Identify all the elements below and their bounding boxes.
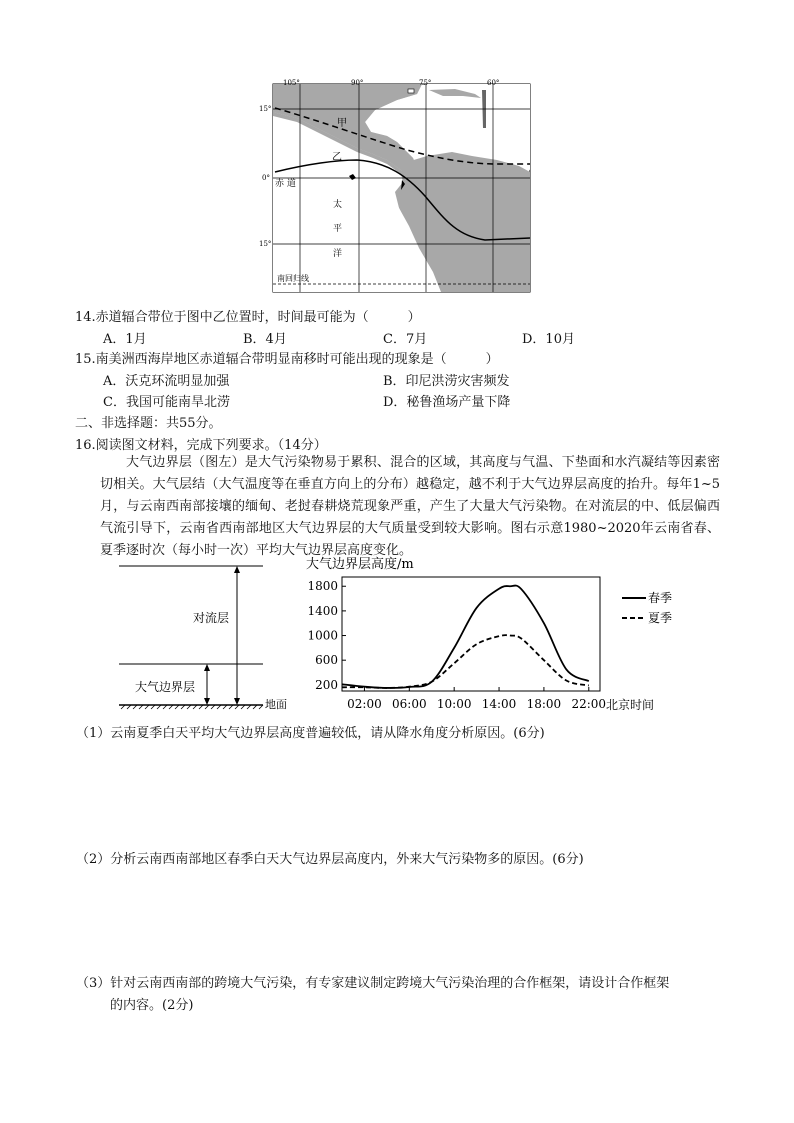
boundary-layer-label: 大气边界层 [135, 680, 196, 694]
q16-sub3-line2: 的内容。(2分) [110, 998, 194, 1013]
series-line-spring [342, 586, 589, 688]
x-tick-label: 02:00 [347, 697, 382, 711]
ocean-label: 太 [333, 200, 343, 210]
boundary-layer-diagram [115, 558, 295, 718]
plot-frame [342, 577, 600, 691]
y-tick-label: 600 [315, 653, 338, 668]
label-jia: 甲 [337, 118, 347, 129]
x-tick-label: 10:00 [436, 697, 472, 711]
x-tick-label: 18:00 [526, 697, 562, 711]
series-line-summer [342, 635, 589, 688]
label-yi: 乙 [332, 152, 342, 163]
y-tick-label: 1800 [307, 579, 338, 594]
equator-label: 赤 道 [275, 179, 296, 189]
y-tick-label: 200 [315, 677, 338, 692]
lon-label: 60° [487, 79, 500, 87]
q14-option-a[interactable]: A．1月 [103, 332, 147, 347]
q14-option-c[interactable]: C．7月 [383, 332, 428, 347]
lon-label: 105° [283, 79, 300, 87]
q16-material: 大气边界层（图左）是大气污染物易于累积、混合的区域，其高度与气温、下垫面和水汽凝结等因素密切相关。大气层结（大气温度等在垂直方向上的分布）越稳定，越不利于大气边界层高度的抬升。每年1~5月，与云南西南部接壤的缅甸、老挝春耕烧荒现象严重，产生了大量大气污染物。在对流层的中、低层偏西气流引导下，云南省西南部地区大气边界层的大气质量受到较大影响。图右示意1980~2020年云南省春、夏季逐时次（每小时一次）平均大气边界层高度变化。 [100, 455, 720, 558]
tropic-label: 南回归线 [277, 274, 309, 283]
x-axis-label: 北京时间 [606, 698, 655, 712]
y-tick-label: 1400 [307, 603, 338, 618]
q16-stem: 16.阅读图文材料，完成下列要求。（14分） [75, 438, 327, 453]
q15-option-c[interactable]: C．我国可能南旱北涝 [103, 395, 230, 410]
lat-label: 0° [262, 174, 270, 182]
ocean-label: 平 [333, 224, 343, 234]
section-heading: 二、非选择题：共55分。 [75, 416, 222, 431]
x-tick-label: 06:00 [392, 697, 427, 711]
q15-option-a[interactable]: A．沃克环流明显加强 [103, 374, 230, 389]
y-tick-label: 1000 [307, 628, 338, 643]
ocean-label: 洋 [333, 249, 343, 259]
boundary-height-chart [300, 555, 680, 720]
legend-label-summer: 夏季 [648, 611, 673, 625]
troposphere-label: 对流层 [193, 611, 230, 625]
lon-label: 90° [351, 79, 364, 87]
x-tick-label: 14:00 [481, 697, 517, 711]
q14-option-d[interactable]: D．10月 [522, 332, 575, 347]
lat-label: 15° [259, 240, 272, 248]
itcz-map [257, 76, 537, 296]
legend-label-spring: 春季 [648, 591, 673, 605]
lat-label: 15° [259, 105, 272, 113]
chart-title: 大气边界层高度/m [306, 557, 414, 572]
ground-label: 地面 [265, 698, 287, 711]
q15-option-d[interactable]: D．秘鲁渔场产量下降 [383, 395, 511, 410]
q14-stem: 14.赤道辐合带位于图中乙位置时，时间最可能为（ ） [75, 310, 421, 325]
q16-sub3-line1: （3）针对云南西南部的跨境大气污染，有专家建议制定跨境大气污染治理的合作框架，请设计合作框架 [76, 976, 670, 991]
q15-option-b[interactable]: B．印尼洪涝灾害频发 [383, 374, 510, 389]
q14-option-b[interactable]: B．4月 [243, 332, 287, 347]
x-tick-label: 22:00 [571, 697, 607, 711]
q16-sub1: （1）云南夏季白天平均大气边界层高度普遍较低，请从降水角度分析原因。(6分) [76, 726, 545, 741]
q15-stem: 15.南美洲西海岸地区赤道辐合带明显南移时可能出现的现象是（ ） [75, 352, 499, 367]
lon-label: 75° [419, 79, 432, 87]
q16-sub2: （2）分析云南西南部地区春季白天大气边界层高度内，外来大气污染物多的原因。(6分) [76, 852, 584, 867]
